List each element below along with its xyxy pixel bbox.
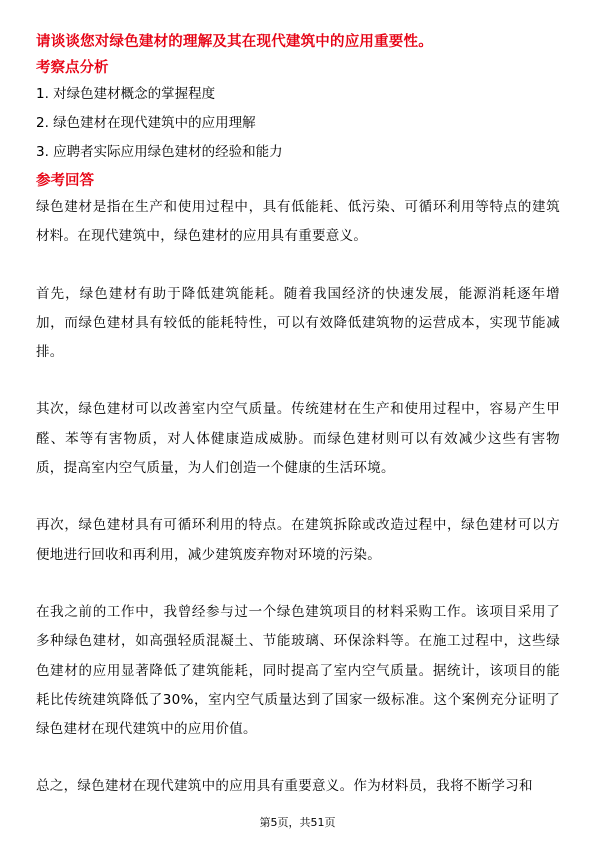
question-title: 请谈谈您对绿色建材的理解及其在现代建筑中的应用重要性。 [36, 34, 433, 50]
analysis-points-list [36, 80, 560, 167]
page-number-footer: 第5页，共51页 [259, 816, 336, 829]
analysis-point: 2. 绿色建材在现代建筑中的应用理解 [36, 115, 256, 131]
answer-paragraph: 绿色建材是指在生产和使用过程中，具有低能耗、低污染、可循环利用等特点的建筑材料。在现代建筑中，绿色建材的应用具有重要意义。 [36, 199, 560, 245]
analysis-heading: 考察点分析 [36, 60, 109, 76]
answer-paragraph: 再次，绿色建材具有可循环利用的特点。在建筑拆除或改造过程中，绿色建材可以方便地进行回收和再利用，减少建筑废弃物对环境的污染。 [36, 517, 560, 563]
document-page [36, 30, 560, 830]
answer-paragraph: 其次，绿色建材可以改善室内空气质量。传统建材在生产和使用过程中，容易产生甲醛、苯等有害物质，对人体健康造成威胁。而绿色建材则可以有效减少这些有害物质，提高室内空气质量，为人们创造一个健康的生活环境。 [36, 401, 560, 477]
answer-body [36, 193, 560, 802]
answer-heading: 参考回答 [36, 173, 94, 189]
analysis-point: 3. 应聘者实际应用绿色建材的经验和能力 [36, 144, 283, 160]
analysis-point: 1. 对绿色建材概念的掌握程度 [36, 86, 216, 102]
answer-paragraph: 总之，绿色建材在现代建筑中的应用具有重要意义。作为材料员，我将不断学习和 [36, 778, 533, 795]
answer-paragraph: 首先，绿色建材有助于降低建筑能耗。随着我国经济的快速发展，能源消耗逐年增加，而绿色建材具有较低的能耗特性，可以有效降低建筑物的运营成本，实现节能减排。 [36, 285, 560, 361]
answer-paragraph: 在我之前的工作中，我曾经参与过一个绿色建筑项目的材料采购工作。该项目采用了多种绿色建材，如高强轻质混凝土、节能玻璃、环保涂料等。在施工过程中，这些绿色建材的应用显著降低了建筑能耗，同时提高了室内空气质量。据统计，该项目的能耗比传统建筑降低了30%，室内空气质量达到了国家一级标准。这个案例充分证明了绿色建材在现代建筑中的应用价值。 [36, 603, 560, 738]
